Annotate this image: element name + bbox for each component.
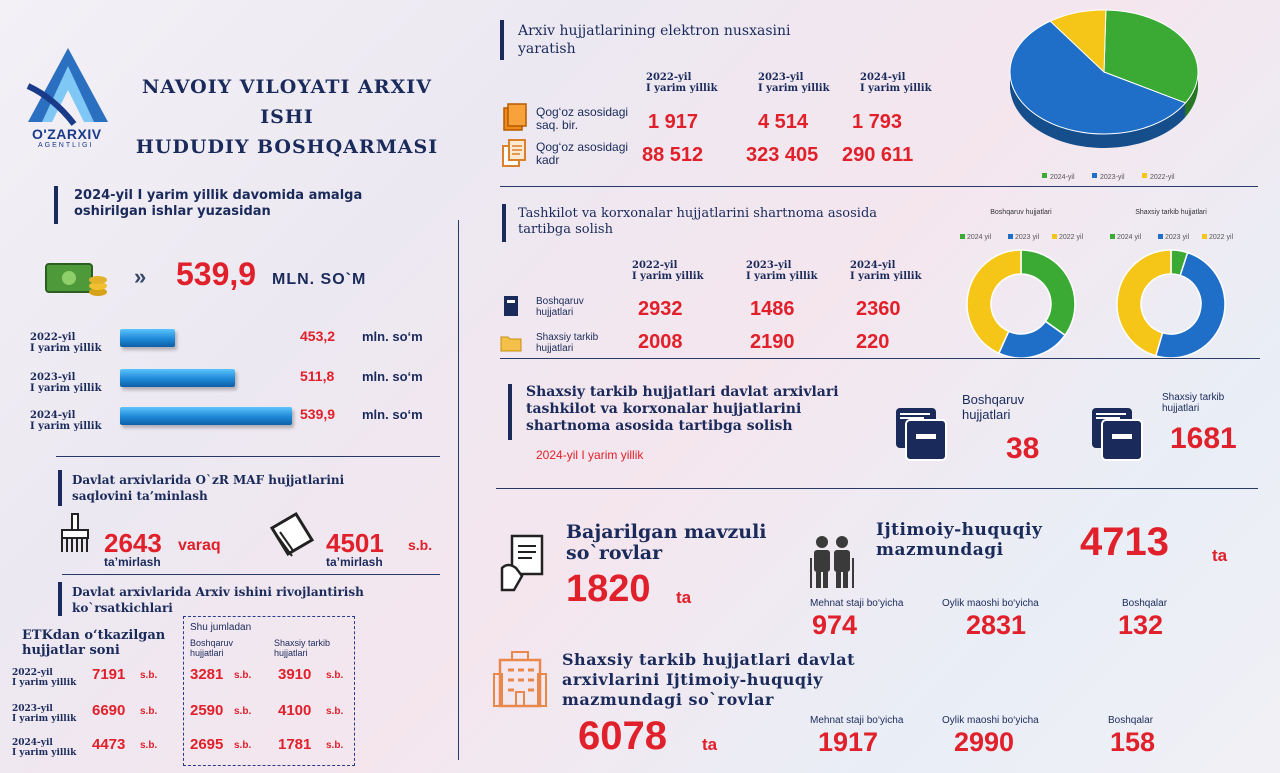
- maf-title: Davlat arxivlarida O`zR MAF hujjatlarini saqlovini ta’minlash: [72, 473, 345, 503]
- box-icon: [500, 102, 528, 132]
- page-title: [112, 72, 462, 162]
- revenue-bar: [120, 369, 235, 387]
- requests-unit1: ta: [676, 588, 692, 607]
- legend-swatch: [1110, 234, 1115, 239]
- donut1-chart: [956, 206, 1086, 362]
- contracts-year-header: 2024-yil I yarim yillik: [850, 260, 922, 282]
- etk-shaxsiy: 1781: [278, 736, 312, 753]
- shaxsiy-subtitle: 2024-yil I yarim yillik: [536, 448, 644, 462]
- logo: [24, 46, 112, 156]
- contracts-row2-value: 2008: [638, 331, 683, 353]
- logo-emblem-icon: [24, 46, 112, 126]
- etk-boshqaruv: 2590: [190, 702, 224, 719]
- section-marker: [58, 582, 62, 616]
- page-title-line1: NAVOIY VILOYATI ARXIV ISHI: [142, 76, 432, 128]
- maf-caption-1: ta’mirlash: [104, 555, 161, 569]
- breakdown2-label: Boshqalar: [1108, 715, 1154, 726]
- revenue-value: 511,8: [300, 368, 335, 384]
- shaxsiy-item2-value: 1681: [1170, 422, 1237, 455]
- electronic-row2-value: 290 611: [842, 144, 914, 166]
- legend-swatch: [1142, 173, 1147, 178]
- legend-label: 2024 yil: [1117, 234, 1142, 241]
- binder-icon: [502, 294, 520, 318]
- col-boshqaruv-label: Boshqaruv hujjatlari: [190, 638, 234, 658]
- requests-title2: Shaxsiy tarkib hujjatlari davlat arxivlarini Ijtimoiy-huquqiy mazmundagi so`rovlar: [562, 650, 855, 709]
- vertical-divider: [458, 220, 459, 760]
- etk-boshqaruv: 2695: [190, 736, 224, 753]
- revenue-year-label: 2024-yil I yarim yillik: [30, 410, 102, 432]
- legend-label: 2024 yil: [967, 234, 992, 241]
- legend-label: 2023 yil: [1015, 234, 1040, 241]
- etk-year-label: 2023-yil I yarim yillik: [12, 704, 77, 724]
- document-hand-icon: [500, 534, 546, 592]
- legend-swatch: [1042, 173, 1047, 178]
- electronic-row1-label: Qog‘oz asosidagi saq. bir.: [536, 105, 629, 132]
- shaxsiy-item1-label: Boshqaruv hujjatlari: [962, 392, 1025, 422]
- revenue-bar: [120, 329, 175, 347]
- legend-swatch: [1202, 234, 1207, 239]
- requests-value1: 1820: [566, 568, 651, 610]
- contracts-year-header: 2022-yil I yarim yillik: [632, 260, 704, 282]
- breakdown1-label: Mehnat staji bo‘yicha: [810, 598, 904, 609]
- legend-swatch: [960, 234, 965, 239]
- requests-value2: 6078: [578, 714, 667, 758]
- brush-icon: [58, 512, 92, 554]
- donut2-chart: [1106, 206, 1236, 362]
- revenue-unit: mln. so‘m: [362, 329, 423, 344]
- etk-shaxsiy: 3910: [278, 666, 312, 683]
- breakdown1-value: 2831: [966, 610, 1027, 640]
- etk-unit: s.b.: [234, 670, 252, 681]
- electronic-year-header: 2022-yil I yarim yillik: [646, 72, 718, 94]
- contracts-row2-value: 2190: [750, 331, 795, 353]
- legend-label: 2022 yil: [1209, 234, 1234, 241]
- legend-swatch: [1052, 234, 1057, 239]
- legend-label: 2023 yil: [1165, 234, 1190, 241]
- breakdown2-value: 158: [1110, 727, 1156, 757]
- revenue-value: 539,9: [300, 406, 336, 422]
- electronic-pie-chart: [1004, 0, 1204, 190]
- contracts-row1-label: Boshqaruv hujjatlari: [536, 296, 584, 318]
- legend-swatch: [1008, 234, 1013, 239]
- electronic-row2-value: 88 512: [642, 144, 704, 166]
- etk-total: 6690: [92, 702, 126, 719]
- etk-unit: s.b.: [140, 670, 158, 681]
- breakdown2-label: Mehnat staji bo‘yicha: [810, 715, 904, 726]
- archive-building-icon: [490, 646, 550, 708]
- electronic-year-header: 2024-yil I yarim yillik: [860, 72, 932, 94]
- maf-unit-2: s.b.: [408, 537, 433, 553]
- breakdown2-label: Oylik maoshi bo‘yicha: [942, 715, 1039, 726]
- cabinet-icon: [894, 404, 948, 464]
- maf-value-1: 2643: [104, 528, 162, 558]
- maf-caption-2: ta’mirlash: [326, 555, 383, 569]
- electronic-row2-value: 323 405: [746, 144, 819, 166]
- etk-unit: s.b.: [326, 706, 344, 717]
- social-title: Ijtimoiy-huquqiy mazmundagi: [876, 520, 1043, 560]
- arrow-icon: »: [134, 264, 147, 289]
- etk-unit: s.b.: [140, 740, 158, 751]
- electronic-row1-value: 1 917: [648, 111, 699, 133]
- social-unit: ta: [1212, 546, 1228, 565]
- revenue-value: 453,2: [300, 328, 336, 344]
- shaxsiy-item2-label: Shaxsiy tarkib hujjatlari: [1162, 392, 1225, 414]
- folder-icon: [500, 334, 522, 352]
- legend-label: 2022 yil: [1059, 234, 1084, 241]
- docs-icon: [500, 138, 528, 168]
- electronic-year-header: 2023-yil I yarim yillik: [758, 72, 830, 94]
- contracts-title: Tashkilot va korxonalar hujjatlarini shartnoma asosida tartibga solish: [518, 206, 878, 237]
- etk-total: 7191: [92, 666, 126, 683]
- social-value: 4713: [1080, 520, 1169, 564]
- section-marker: [502, 204, 506, 242]
- total-unit: MLN. SO`M: [272, 271, 367, 288]
- revenue-unit: mln. so‘m: [362, 369, 423, 384]
- breakdown1-label: Oylik maoshi bo‘yicha: [942, 598, 1039, 609]
- shu-jumladan-label: Shu jumladan: [190, 622, 252, 633]
- requests-unit2: ta: [702, 735, 718, 754]
- period-title: 2024-yil I yarim yillik davomida amalga oshirilgan ishlar yuzasidan: [74, 188, 363, 219]
- maf-unit-1: varaq: [178, 537, 221, 554]
- donut-title: Shaxsiy tarkib hujjatlari: [1135, 209, 1207, 216]
- legend-label: 2022-yil: [1150, 174, 1175, 181]
- section-marker: [58, 470, 62, 506]
- money-icon: [44, 258, 108, 298]
- legend-label: 2023-yil: [1100, 174, 1125, 181]
- etk-unit: s.b.: [140, 706, 158, 717]
- breakdown2-value: 1917: [818, 727, 879, 757]
- breakdown1-value: 132: [1118, 610, 1164, 640]
- legend-swatch: [1092, 173, 1097, 178]
- section-marker: [508, 384, 512, 440]
- revenue-bar: [120, 407, 292, 425]
- breakdown1-value: 974: [812, 610, 858, 640]
- elderly-couple-icon: [808, 534, 856, 588]
- breakdown1-label: Boshqalar: [1122, 598, 1168, 609]
- donut-title: Boshqaruv hujjatlari: [990, 209, 1052, 216]
- divider: [500, 358, 1260, 359]
- divider: [500, 186, 1258, 187]
- breakdown2-value: 2990: [954, 727, 1015, 757]
- col-shaxsiy-label: Shaxsiy tarkib hujjatlari: [274, 638, 331, 658]
- contracts-row1-value: 1486: [750, 298, 795, 320]
- electronic-title: Arxiv hujjatlarining elektron nusxasini yaratish: [518, 23, 791, 57]
- electronic-row1-value: 1 793: [852, 111, 903, 133]
- etk-year-label: 2022-yil I yarim yillik: [12, 668, 77, 688]
- revenue-year-label: 2022-yil I yarim yillik: [30, 332, 102, 354]
- logo-subtext: AGENTLIGI: [38, 142, 94, 149]
- etk-boshqaruv: 3281: [190, 666, 224, 683]
- contracts-row2-label: Shaxsiy tarkib hujjatlari: [536, 332, 599, 354]
- revenue-unit: mln. so‘m: [362, 407, 423, 422]
- revenue-year-label: 2023-yil I yarim yillik: [30, 372, 102, 394]
- shaxsiy-item1-value: 38: [1006, 432, 1040, 465]
- shaxsiy-title: Shaxsiy tarkib hujjatlari davlat arxivlari tashkilot va korxonalar hujjatlarini shartnoma asosida tartibga solish: [526, 384, 839, 434]
- etk-title: ETKdan o‘tkazilgan hujjatlar soni: [22, 628, 166, 658]
- etk-unit: s.b.: [234, 740, 252, 751]
- cabinet-icon: [1090, 404, 1144, 464]
- book-icon: [266, 510, 316, 560]
- contracts-row1-value: 2360: [856, 298, 901, 320]
- etk-year-label: 2024-yil I yarim yillik: [12, 738, 77, 758]
- etk-total: 4473: [92, 736, 126, 753]
- divider: [496, 488, 1258, 489]
- electronic-row2-label: Qog‘oz asosidagi kadr: [536, 140, 629, 167]
- etk-shaxsiy: 4100: [278, 702, 312, 719]
- divider: [62, 574, 440, 575]
- etk-unit: s.b.: [326, 740, 344, 751]
- logo-text: O'ZARXIV: [32, 126, 102, 142]
- etk-unit: s.b.: [326, 670, 344, 681]
- dev-title: Davlat arxivlarida Arxiv ishini rivojlantirish ko`rsatkichlari: [72, 585, 364, 615]
- contracts-row2-value: 220: [856, 331, 890, 353]
- contracts-row1-value: 2932: [638, 298, 683, 320]
- etk-unit: s.b.: [234, 706, 252, 717]
- page-title-line2: HUDUDIY BOSHQARMASI: [135, 136, 439, 158]
- contracts-year-header: 2023-yil I yarim yillik: [746, 260, 818, 282]
- maf-value-2: 4501: [326, 528, 384, 558]
- requests-title1: Bajarilgan mavzuli so`rovlar: [566, 521, 767, 564]
- section-marker: [500, 20, 504, 60]
- legend-swatch: [1158, 234, 1163, 239]
- total-value: 539,9: [176, 256, 257, 292]
- section-marker: [54, 186, 58, 224]
- electronic-row1-value: 4 514: [758, 111, 809, 133]
- divider: [56, 456, 440, 457]
- legend-label: 2024-yil: [1050, 174, 1075, 181]
